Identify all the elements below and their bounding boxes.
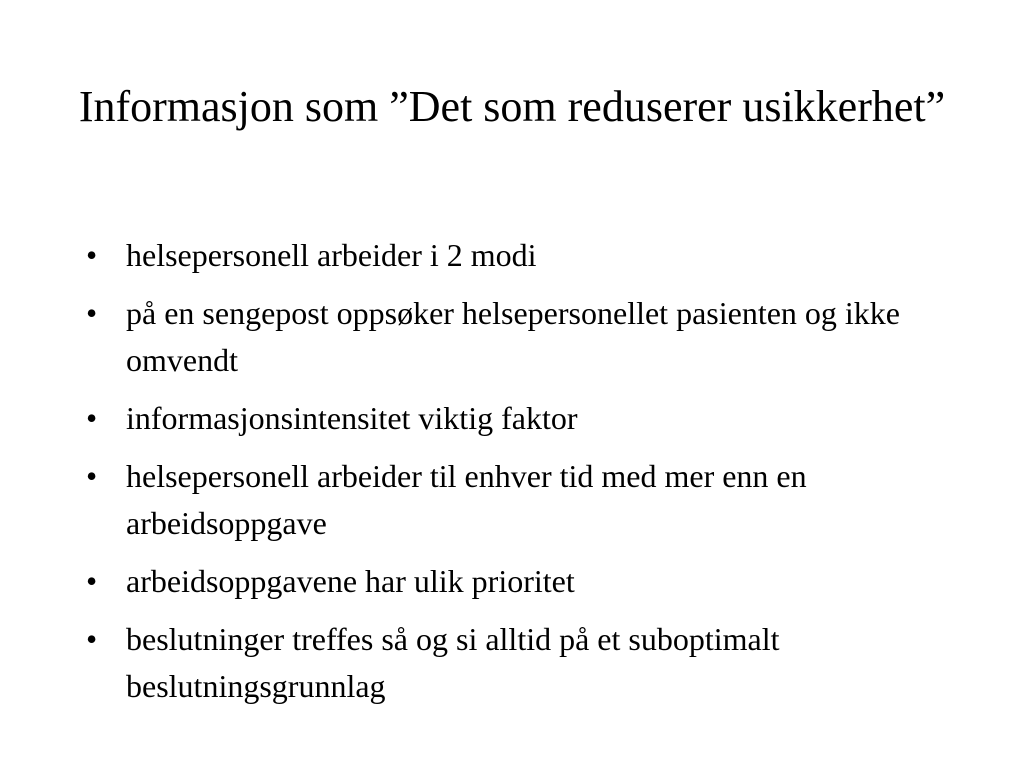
bullet-text: beslutninger treffes så og si alltid på et suboptimalt beslutningsgrunnlag — [126, 621, 780, 704]
bullet-marker: • — [86, 295, 98, 331]
bullet-marker: • — [86, 621, 98, 657]
bullet-text: helsepersonell arbeider i 2 modi — [126, 237, 537, 273]
bullet-item — [86, 558, 946, 605]
bullet-marker: • — [86, 400, 98, 436]
bullet-item — [86, 232, 946, 279]
bullet-list — [86, 232, 946, 710]
bullet-item — [86, 395, 946, 442]
bullet-item — [86, 290, 946, 384]
bullet-marker: • — [86, 563, 98, 599]
slide-title: Informasjon som ”Det som reduserer usikkerhet” — [78, 82, 946, 131]
bullet-text: helsepersonell arbeider til enhver tid med mer enn en arbeidsoppgave — [126, 458, 807, 541]
bullet-marker: • — [86, 458, 98, 494]
bullet-item — [86, 616, 946, 710]
bullet-text: arbeidsoppgavene har ulik prioritet — [126, 563, 575, 599]
bullet-marker: • — [86, 237, 98, 273]
bullet-item — [86, 453, 946, 547]
bullet-text: informasjonsintensitet viktig faktor — [126, 400, 578, 436]
bullet-text: på en sengepost oppsøker helsepersonellet pasienten og ikke omvendt — [126, 295, 900, 378]
